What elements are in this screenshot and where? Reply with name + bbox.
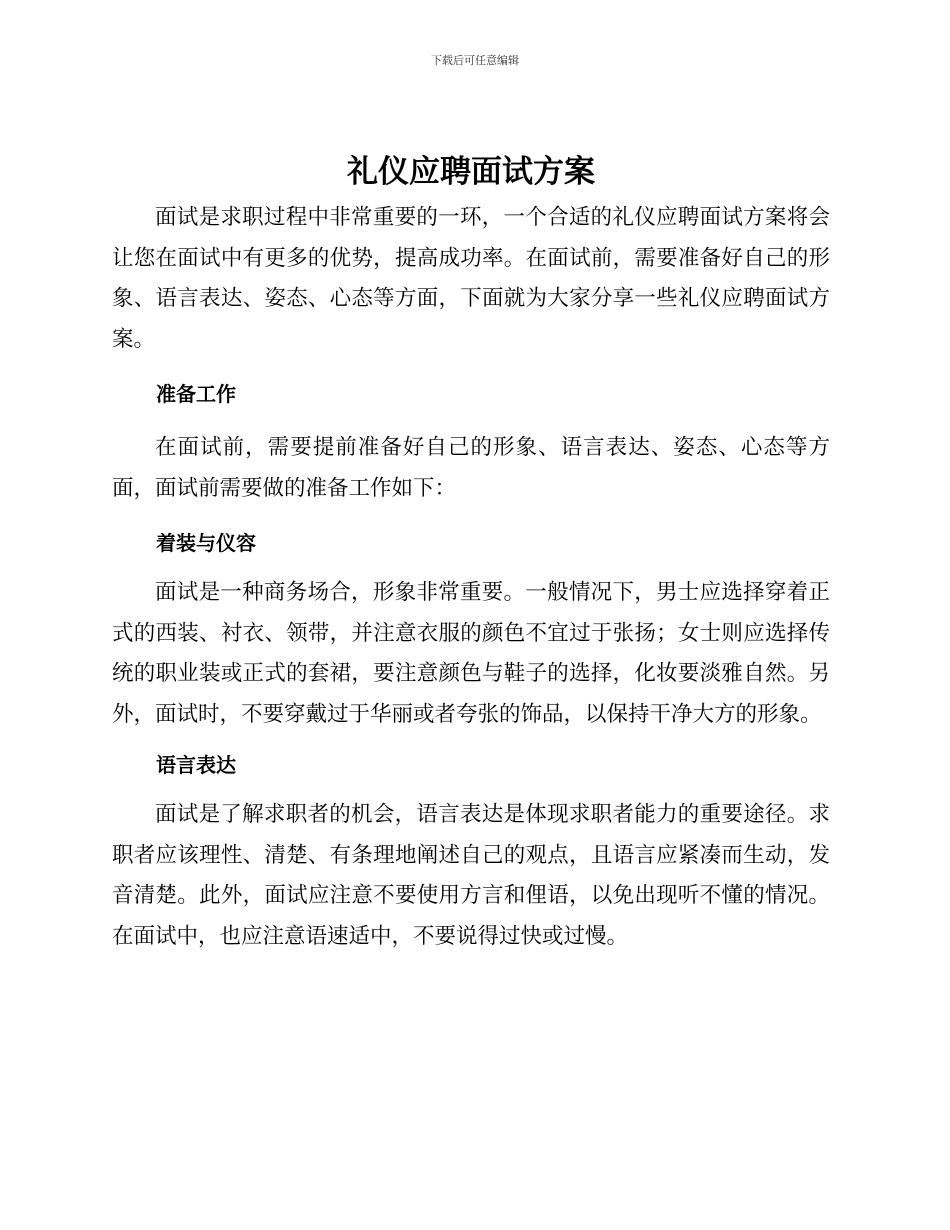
section-heading-preparation: 准备工作 [156, 382, 236, 406]
section-paragraph-language: 面试是了解求职者的机会，语言表达是体现求职者能力的重要途径。求职者应该理性、清楚、有条理地阐述自己的观点，且语言应紧凑而生动，发音清楚。此外，面试应注意不要使用方言和俚语，以免出现听不懂的情况。在面试中，也应注意语速适中，不要说得过快或过慢。 [112, 802, 830, 949]
header-note: 下载后可任意编辑 [431, 54, 519, 67]
document-body [112, 150, 830, 957]
intro-paragraph: 面试是求职过程中非常重要的一环，一个合适的礼仪应聘面试方案将会让您在面试中有更多的优势，提高成功率。在面试前，需要准备好自己的形象、语言表达、姿态、心态等方面，下面就为大家分享一些礼仪应聘面试方案。 [112, 205, 830, 352]
section-heading-language: 语言表达 [156, 753, 236, 777]
section-paragraph-attire: 面试是一种商务场合，形象非常重要。一般情况下，男士应选择穿着正式的西装、衬衣、领带，并注意衣服的颜色不宜过于张扬；女士则应选择传统的职业装或正式的套裙，要注意颜色与鞋子的选择，化妆要淡雅自然。另外，面试时，不要穿戴过于华丽或者夸张的饰品，以保持干净大方的形象。 [112, 580, 830, 727]
section-paragraph-preparation: 在面试前，需要提前准备好自己的形象、语言表达、姿态、心态等方面，面试前需要做的准备工作如下： [112, 435, 830, 501]
section-heading-attire: 着装与仪容 [156, 531, 256, 555]
document-title: 礼仪应聘面试方案 [347, 154, 595, 190]
